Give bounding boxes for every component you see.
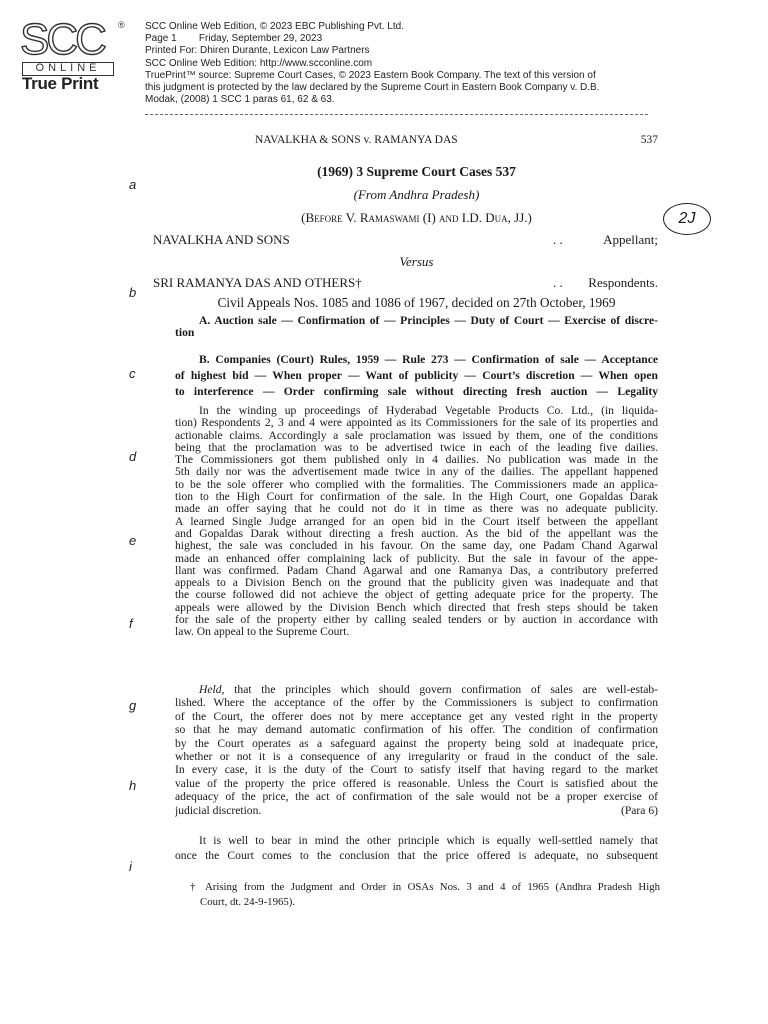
from-court: (From Andhra Pradesh)	[353, 187, 480, 202]
text-line: B. Companies (Court) Rules, 1959 — Rule 273 — Confirmation of sale — Acceptance	[199, 353, 658, 366]
text-line: made an offer saying that he could not do it in time as there was no adequate publicity.	[175, 503, 658, 516]
headnote-b	[175, 352, 658, 400]
header-line: Printed For: Dhiren Durante, Lexicon Law Partners	[145, 45, 370, 57]
header-line: Page 1 Friday, September 29, 2023	[145, 33, 323, 45]
header-line: this judgment is protected by the law declared by the Supreme Court in Eastern Book Company v. D.B.	[145, 82, 600, 94]
margin-letter: h	[129, 778, 137, 793]
text-line: tion to the High Court for confirmation of the sale. In the High Court, one Gopaldas Darak	[175, 491, 658, 504]
text-line: so that he may demand automatic confirmation of his offer. The condition of confirmation	[175, 723, 658, 737]
text-line: tion	[175, 327, 195, 340]
bench: (Before V. Ramaswami (I) and I.D. Dua, JJ.)	[301, 210, 532, 225]
leader-dots: . .	[553, 232, 563, 247]
text-line: for the sale of the property either by calling sealed tenders or by auction in accordance with	[175, 614, 658, 627]
text-line: to interference — Order confirming sale without directing fresh auction — Legality	[175, 385, 658, 398]
text-line: llant was confirmed. Padam Chand Agarwal and one Ramanya Das, a contributory preferred	[175, 564, 658, 577]
text-line: In every case, it is the duty of the Court to satisfy itself that having regard to the market	[175, 763, 658, 777]
scc-online-true-print-logo	[14, 15, 126, 93]
margin-letter: f	[129, 616, 133, 631]
margin-letter: e	[129, 533, 137, 548]
case-citation: (1969) 3 Supreme Court Cases 537	[317, 164, 516, 179]
appellant-role: Appellant;	[603, 232, 658, 247]
respondent-name: SRI RAMANYA DAS AND OTHERS†	[153, 275, 362, 290]
text-line: highest, the sale was concluded in his favour. On the same day, one Padam Chand Agarwal	[175, 540, 658, 553]
text-line: and Gopaldas Darak without directing a fresh auction. As the bid of the appellant was the	[175, 527, 658, 540]
margin-letter: a	[129, 177, 137, 192]
text-line: once the Court comes to the conclusion that the price offered is adequate, no subsequent	[175, 849, 658, 862]
appellant-line	[153, 232, 658, 248]
text-line: In the winding up proceedings of Hyderabad Vegetable Products Co. Ltd., (in liquida-	[199, 405, 658, 417]
appellant-name: NAVALKHA AND SONS	[153, 232, 290, 247]
text-line: to be the sole offerer who complied with the formalities. The Commissioners made an applica-	[175, 478, 658, 491]
footnote	[190, 880, 660, 910]
leader-dots: . .	[553, 275, 563, 290]
text-line: the course followed did not achieve the object of getting adequate price for the property. The	[175, 589, 658, 602]
respondent-line	[153, 275, 658, 291]
text-line: It is well to bear in mind the other principle which is equally well-settled namely that	[199, 834, 658, 847]
text-line: The Commissioners got them published only in 4 dailies. No publication was made in the	[175, 454, 658, 467]
text-line: whether or not it is a consequence of any irregularity or fraud in the conduct of the sale.	[175, 750, 658, 764]
text-line: of the Court, the offerer does not by mere acceptance get any vested right in the property	[175, 709, 658, 723]
held-paragraph	[175, 683, 658, 817]
text-line: A. Auction sale — Confirmation of — Principles — Duty of Court — Exercise of discre-	[199, 315, 658, 327]
text-line: of highest bid — When proper — Want of publicity — Court’s discretion — When open	[175, 369, 658, 382]
margin-letter: c	[129, 366, 136, 381]
text-line: judicial discretion.	[175, 803, 262, 817]
margin-letter: g	[129, 698, 137, 713]
headnote-a	[175, 315, 658, 340]
header-line: SCC Online Web Edition: http://www.scconline.com	[145, 57, 373, 69]
print-header	[145, 21, 600, 106]
text-line: lished. Where the acceptance of the offer by the Commissioners is subject to confirmation	[175, 696, 658, 710]
text-line: appeals to a Division Bench on the ground that the publicity given was inadequate and that	[175, 577, 658, 590]
text-line: by the Court operates as a safeguard against the property being sold at inadequate price,	[175, 736, 658, 750]
header-divider	[145, 114, 648, 115]
text-line: tion) Respondents 2, 3 and 4 were appointed as its Commissioners for the sale of its properties and	[175, 417, 658, 430]
versus: Versus	[399, 254, 434, 269]
circled-mark: 2J	[663, 203, 711, 235]
header-line: Modak, (2008) 1 SCC 1 paras 61, 62 & 63.	[145, 94, 335, 106]
text-line: , that the principles which should govern confirmation of sales are well-estab-	[221, 683, 658, 696]
facts-paragraph	[175, 405, 658, 639]
footnote-line: Court, dt. 24-9-1965).	[200, 896, 296, 908]
paragraph-reference: (Para 6)	[620, 803, 658, 817]
text-line: made an enhanced offer complaining lack of publicity. But the sale in favour of the appe-	[175, 552, 658, 565]
held-word: Held	[199, 683, 222, 696]
appeal-details: Civil Appeals Nos. 1085 and 1086 of 1967, decided on 27th October, 1969	[217, 295, 616, 310]
header-line: TruePrint™ source: Supreme Court Cases, © 2023 Eastern Book Company. The text of this version of	[145, 69, 596, 81]
footnote-line: † Arising from the Judgment and Order in OSAs Nos. 3 and 4 of 1965 (Andhra Pradesh High	[190, 881, 660, 893]
margin-letter: b	[129, 285, 137, 300]
text-line: adequacy of the price, the act of confirmation of the sale would not be a proper exercise of	[175, 790, 658, 804]
margin-letter: d	[129, 449, 137, 464]
logo-scc: SCC	[20, 15, 104, 64]
text-line: value of the property the price offered is reasonable. Unless the Court is satisfied about the	[175, 776, 658, 790]
logo-true-print: True Print	[22, 74, 99, 93]
text-line: being that the proclamation was to be advertised twice in each of the leading five dailies.	[175, 441, 658, 454]
text-line: A learned Single Judge arranged for an open bid in the Court itself between the appellant	[175, 515, 658, 528]
header-line: SCC Online Web Edition, © 2023 EBC Publishing Pvt. Ltd.	[145, 21, 404, 32]
text-line: 5th daily nor was the advertisement made twice in any of the dailies. The appellant happened	[175, 466, 658, 479]
principle-paragraph	[175, 833, 658, 863]
logo-registered-mark: ®	[118, 20, 125, 30]
text-line: appeals were allowed by the Division Bench which directed that fresh steps should be taken	[175, 601, 658, 614]
logo-online: ONLINE	[22, 62, 114, 76]
respondent-role: Respondents.	[588, 275, 658, 290]
margin-letter: i	[129, 859, 132, 874]
text-line: actionable claims. Accordingly a sale proclamation was issued by them, one of the conditions	[175, 429, 658, 442]
running-head-title: NAVALKHA & SONS v. RAMANYA DAS	[255, 134, 458, 146]
page-number: 537	[640, 134, 658, 146]
text-line: law. On appeal to the Supreme Court.	[175, 626, 350, 639]
